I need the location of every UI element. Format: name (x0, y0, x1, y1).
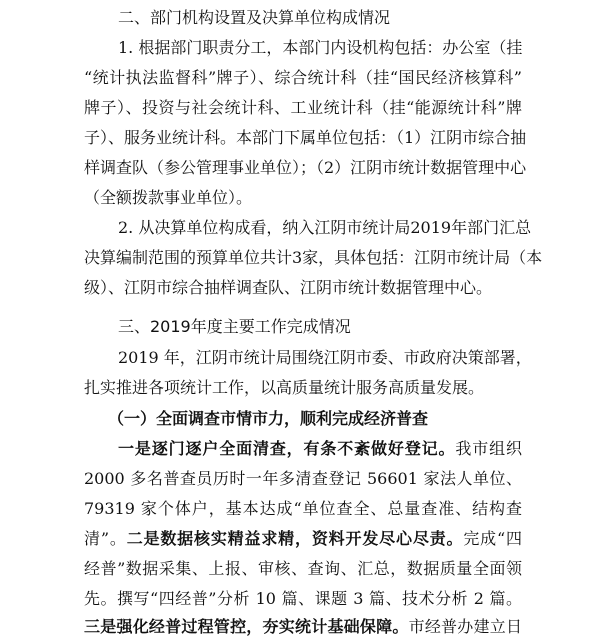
section-2-p1-line-3: 牌子）、投资与社会统计科、工业统计科（挂“能源统计科”牌 (84, 98, 522, 117)
subsection-1-line-1 (118, 434, 522, 464)
section-2-p2-line-3: 级）、江阴市综合抽样调查队、江阴市统计数据管理中心。 (84, 278, 493, 297)
section-2-p2-line-2: 决算编制范围的预算单位共计3家，具体包括：江阴市统计局（本 (84, 248, 543, 267)
section-3-heading: 三、2019年度主要工作完成情况 (118, 317, 351, 336)
subsection-1-line-2: 2000 多名普查员历时一年多清查登记 56601 家法人单位、 (84, 469, 522, 488)
subsection-1-point-3-bold: 三是强化经普过程管控，夯实统计基础保障。 (84, 617, 409, 636)
section-3-intro-line-1: 2019 年，江阴市统计局围绕江阴市委、市政府决策部署， (118, 348, 532, 367)
subsection-1-line-4-start: 清”。 (84, 529, 127, 548)
subsection-1-point-2-rest: 完成“四 (463, 529, 522, 548)
subsection-1-line-3: 79319 家个体户，基本达成“单位查全、总量查准、结构查 (84, 499, 522, 518)
subsection-1-line-5: 经普”数据采集、上报、审核、查询、汇总，数据质量全面领 (84, 559, 522, 578)
subsection-1-point-3-rest: 市经普办建立日 (408, 617, 522, 636)
subsection-1-line-6: 先。撰写“四经普”分析 10 篇、课题 3 篇、技术分析 2 篇。 (84, 589, 522, 608)
section-2-p1-line-1: 1. 根据部门职责分工，本部门内设机构包括：办公室（挂 (118, 38, 523, 57)
subsection-1-lead-rest: 我市组织 (455, 439, 522, 458)
section-2-p1-line-4: 子）、服务业统计科。本部门下属单位包括：（1）江阴市综合抽 (84, 128, 527, 147)
subsection-1-point-2-bold: 二是数据核实精益求精，资料开发尽心尽责。 (126, 529, 464, 548)
subsection-1-line-4 (84, 524, 522, 554)
section-2-p2-line-1: 2. 从决算单位构成看，纳入江阴市统计局2019年部门汇总 (118, 218, 532, 237)
section-2-p1-line-2: “统计执法监督科”牌子）、综合统计科（挂“国民经济核算科” (84, 68, 522, 87)
section-2-p1-line-5: 样调查队（参公管理事业单位）；（2）江阴市统计数据管理中心 (84, 158, 527, 177)
subsection-1-lead-bold: 一是逐门逐户全面清查，有条不紊做好登记。 (118, 439, 456, 458)
section-3-intro-line-2: 扎实推进各项统计工作，以高质量统计服务高质量发展。 (84, 378, 485, 397)
section-2-heading: 二、部门机构设置及决算单位构成情况 (118, 8, 391, 27)
subsection-1-heading: （一）全面调查市情市力，顺利完成经济普查 (108, 409, 429, 428)
section-2-p1-line-6: （全额拨款事业单位）。 (84, 188, 253, 207)
